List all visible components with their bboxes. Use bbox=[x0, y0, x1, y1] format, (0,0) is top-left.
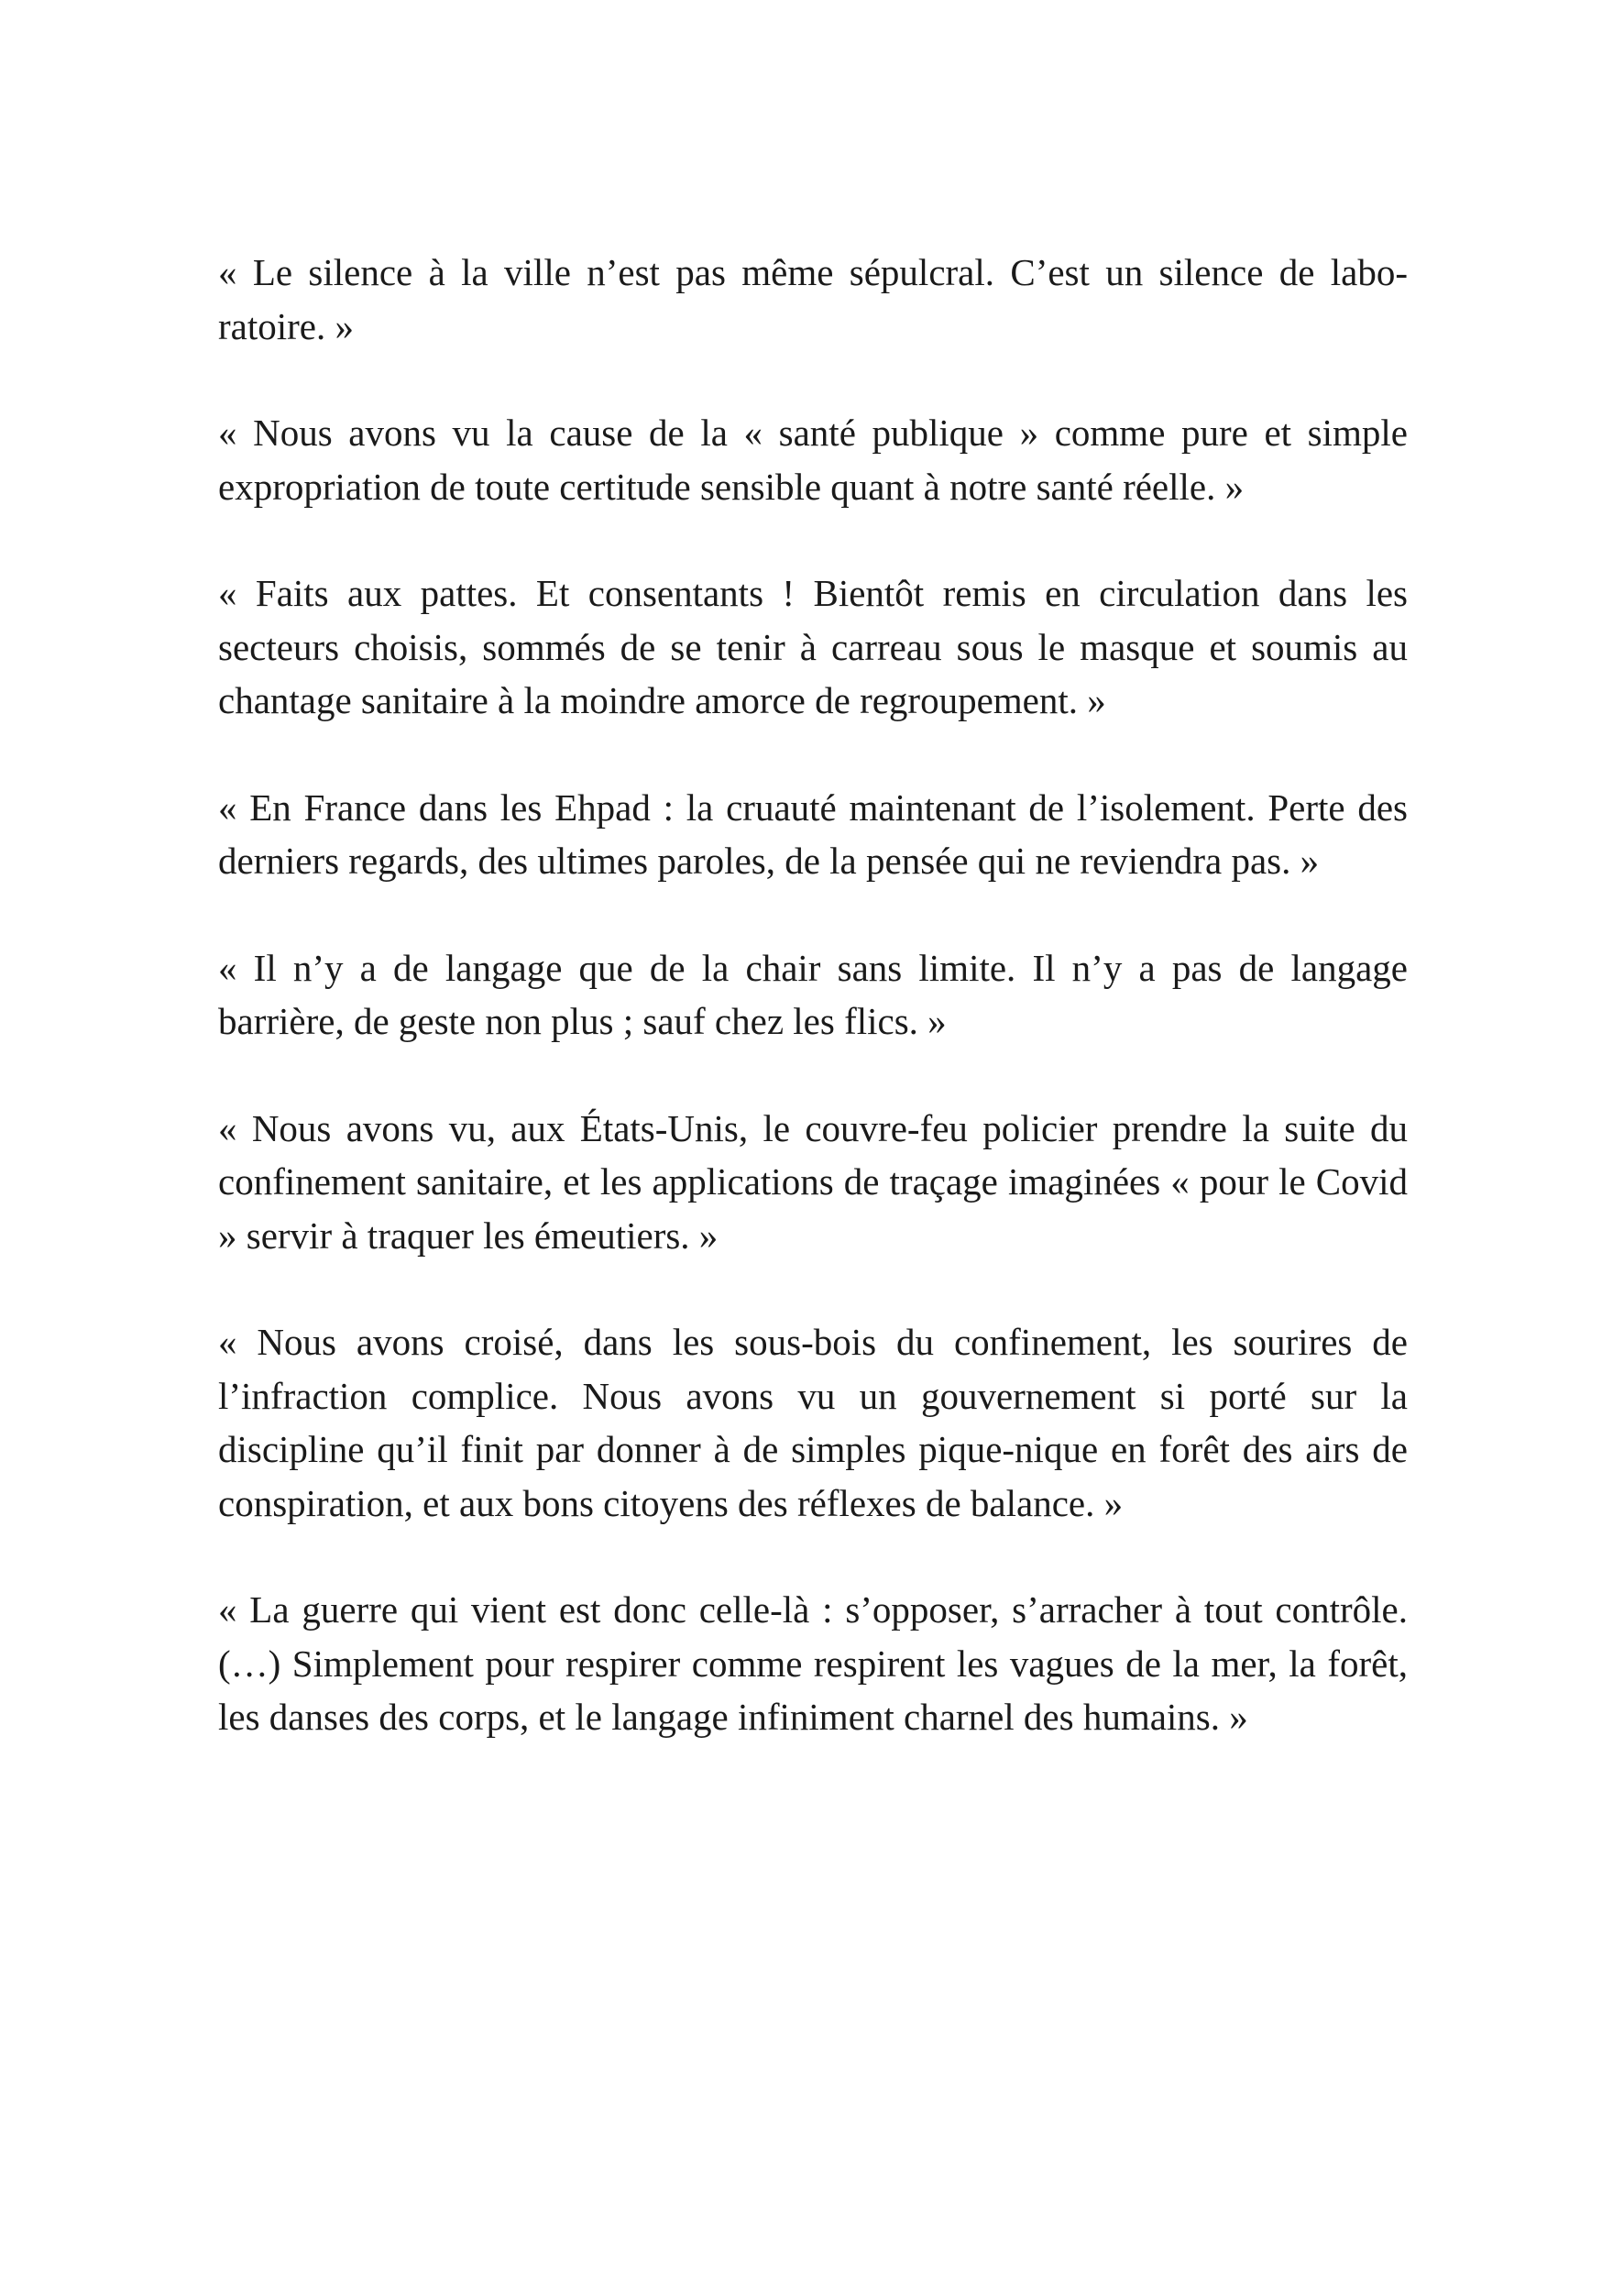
quote-paragraph: « Nous avons croisé, dans les sous-bois du confinement, les sourires de l’infraction complice. Nous avons vu un gouvernement si porté sur la discipline qu’il finit par donner à de simples pique-nique en forêt des airs de conspiration, et aux bons citoyens des réflexes de balance. » bbox=[218, 1321, 1408, 1524]
quote-paragraph: « Nous avons vu, aux États-Unis, le couvre-feu policier prendre la suite du confinement sanitaire, et les applications de traçage imaginées « pour le Covid » servir à traquer les émeutiers. » bbox=[218, 1106, 1408, 1257]
quote-paragraph: « La guerre qui vient est donc celle-là : s’opposer, s’arracher à tout contrôle. (…) Simplement pour respirer comme respirent les vagues de la mer, la forêt, les danses des corps, et le langage infiniment charnel des humains. » bbox=[218, 1588, 1408, 1738]
quotes-block bbox=[218, 246, 1408, 1744]
quote-paragraph: « Le silence à la ville n’est pas même sépulcral. C’est un silence de laboratoire. » bbox=[218, 251, 1408, 347]
quote-paragraph: « Il n’y a de langage que de la chair sans limite. Il n’y a pas de langage barrière, de geste non plus ; sauf chez les flics. » bbox=[218, 946, 1408, 1042]
quote-paragraph: « Nous avons vu la cause de la « santé publique » comme pure et simple expropriation de toute certitude sensible quant à notre santé réelle. » bbox=[218, 412, 1408, 508]
quote-paragraph: « En France dans les Ehpad : la cruauté maintenant de l’isolement. Perte des derniers regards, des ultimes paroles, de la pensée qui ne reviendra pas. » bbox=[218, 785, 1408, 882]
quote-paragraph: « Faits aux pattes. Et consentants ! Bientôt remis en circulation dans les secteurs choisis, sommés de se tenir à carreau sous le masque et soumis au chantage sanitaire à la moindre amorce de regroupement. » bbox=[218, 572, 1408, 721]
